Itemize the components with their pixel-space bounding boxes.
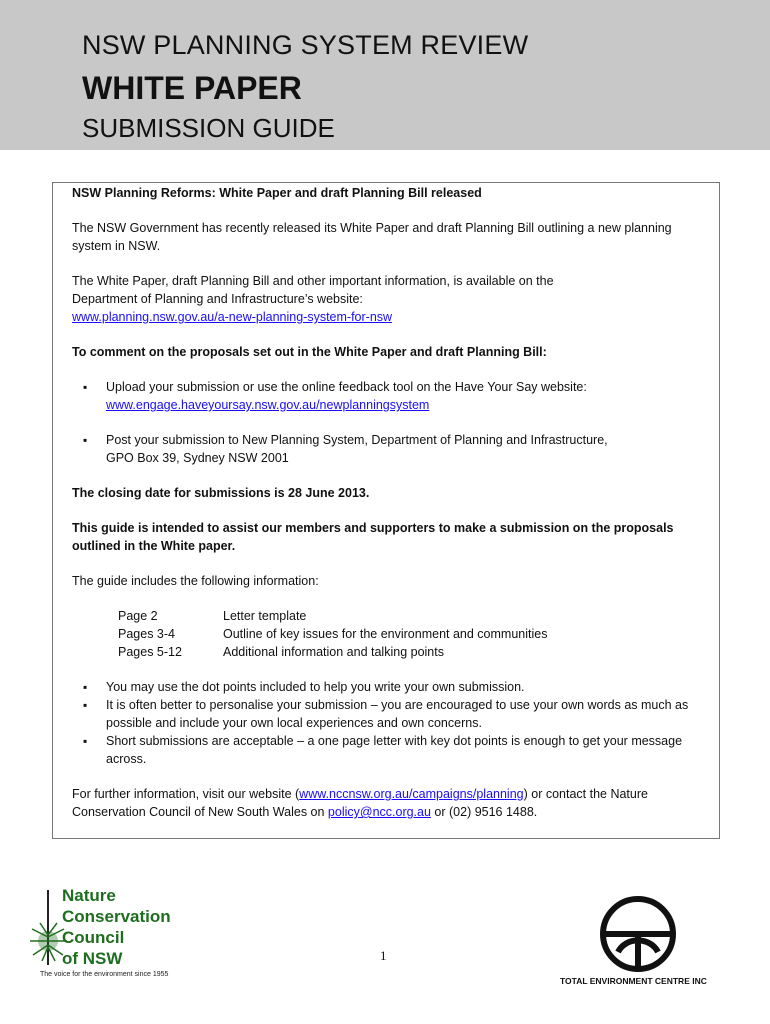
comment-heading: To comment on the proposals set out in the White Paper and draft Planning Bill: (72, 345, 547, 359)
post-text-line-1: Post your submission to New Planning System, Department of Planning and Infrastructure, (106, 433, 608, 447)
ncc-tagline: The voice for the environment since 1955 (40, 971, 169, 978)
guide-desc: Letter template (223, 609, 307, 623)
ncc-logo (30, 885, 220, 985)
further-mid: ) or contact the Nature Conservation Council of New South Wales on (72, 787, 648, 819)
table-row (72, 643, 712, 661)
list-item (72, 378, 712, 414)
tips-list (72, 678, 712, 768)
closing-date: The closing date for submissions is 28 June 2013. (72, 486, 370, 500)
ncc-website-link[interactable]: www.nccnsw.org.au/campaigns/planning (299, 787, 524, 801)
banner-line-3: SUBMISSION GUIDE (82, 113, 335, 143)
ncc-line: Conservation (62, 907, 171, 926)
upload-text: Upload your submission or use the online feedback tool on the Have Your Say website: (106, 380, 587, 394)
tec-logo (560, 896, 740, 996)
guide-page: Page 2 (118, 609, 158, 623)
info-box-content (72, 184, 712, 821)
banner-line-2: WHITE PAPER (82, 70, 302, 106)
guide-page: Pages 5-12 (118, 645, 182, 659)
guide-desc: Outline of key issues for the environment and communities (223, 627, 548, 641)
ncc-line: Council (62, 928, 125, 947)
list-item: ▪ Short submissions are acceptable – a one page letter with key dot points is enough to get your message across. (72, 732, 712, 768)
submission-methods-list (72, 378, 712, 467)
banner-line-1: NSW PLANNING SYSTEM REVIEW (82, 30, 529, 60)
post-text-line-2: GPO Box 39, Sydney NSW 2001 (106, 451, 289, 465)
page-number: 1 (380, 948, 387, 963)
guide-intro: This guide is intended to assist our members and supporters to make a submission on the proposals outlined in the White paper. (72, 521, 674, 553)
guide-desc: Additional information and talking points (223, 645, 444, 659)
have-your-say-link[interactable]: www.engage.haveyoursay.nsw.gov.au/newplanningsystem (106, 398, 430, 412)
list-item: ▪ You may use the dot points included to help you write your own submission. (72, 678, 712, 696)
table-row (72, 607, 712, 625)
tec-emblem-icon (598, 896, 678, 972)
list-item: ▪ It is often better to personalise your submission – you are encouraged to use your own words as much as possible and include your own local experiences and own concerns. (72, 696, 712, 732)
guide-page: Pages 3-4 (118, 627, 175, 641)
list-item (72, 431, 712, 467)
tec-name: TOTAL ENVIRONMENT CENTRE INC (560, 976, 707, 986)
ncc-line: Nature (62, 886, 116, 905)
availability-line-1: The White Paper, draft Planning Bill and other important information, is available on the (72, 274, 554, 288)
availability-line-2: Department of Planning and Infrastructure’s website: (72, 292, 363, 306)
guide-contents-table (72, 607, 712, 661)
section-heading: NSW Planning Reforms: White Paper and draft Planning Bill released (72, 186, 482, 200)
further-info (72, 785, 712, 821)
paragraph-availability (72, 272, 712, 326)
table-row (72, 625, 712, 643)
ncc-wordmark (62, 885, 171, 969)
further-post: or (02) 9516 1488. (430, 805, 538, 819)
further-pre: For further information, visit our website ( (72, 787, 300, 801)
guide-includes: The guide includes the following information: (72, 574, 319, 588)
paragraph-intro: The NSW Government has recently released its White Paper and draft Planning Bill outlining a new planning system in NSW. (72, 221, 672, 253)
title-banner (0, 0, 770, 150)
email-link[interactable]: policy@ncc.org.au (327, 805, 431, 819)
ncc-line: of NSW (62, 949, 123, 968)
planning-website-link[interactable]: www.planning.nsw.gov.au/a-new-planning-system-for-nsw (72, 310, 393, 324)
